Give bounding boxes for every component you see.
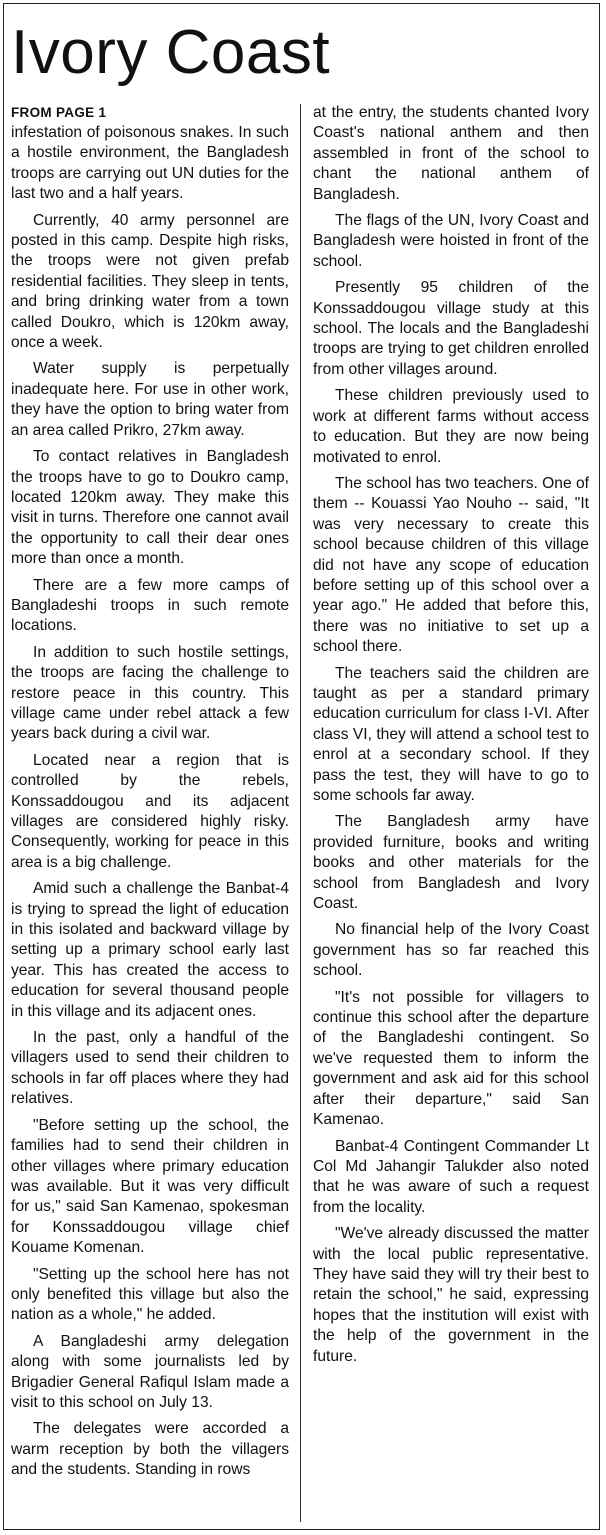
paragraph: No financial help of the Ivory Coast government has so far reached this school.: [313, 921, 589, 980]
right-column: [313, 103, 589, 1373]
paragraph: The teachers said the children are taught as per a standard primary education curriculum for class I-VI. After class VI, they will attend a school test to enrol at a secondary school. If they pass the test, they will have to go to some schools far away.: [313, 664, 589, 804]
paragraph: In addition to such hostile settings, the troops are facing the challenge to restore peace in this country. This village came under rebel attack a few years back during a civil war.: [11, 643, 289, 743]
paragraph: The Bangladesh army have provided furniture, books and writing books and other materials for the school from Bangladesh and Ivory Coast.: [313, 813, 589, 913]
paragraph: Amid such a challenge the Banbat-4 is trying to spread the light of education in this isolated and backward village by setting up a primary school early last year. This has created the access to education for several thousand people in this village and its adjacent ones.: [11, 880, 289, 1020]
paragraph: "Setting up the school here has not only benefited this village but also the nation as a whole," he added.: [11, 1265, 289, 1324]
paragraph: The school has two teachers. One of them -- Kouassi Yao Nouho -- said, "It was very necessary to create this school because children of this village did not have any scope of education before setting up of this school over a year ago." He added that before this, there was no initiative to set up a school there.: [313, 474, 589, 656]
column-divider: [300, 104, 301, 1522]
paragraph: "It's not possible for villagers to continue this school after the departure of the Bangladeshi contingent. So we've requested them to inform the government and ask aid for this school after their departure," said San Kamenao.: [313, 988, 589, 1129]
paragraph: The flags of the UN, Ivory Coast and Bangladesh were hoisted in front of the school.: [313, 212, 589, 270]
paragraph: "Before setting up the school, the families had to send their children in other villages where primary education was available. But it was very difficult for us," said San Kamenao, spokesman for Konssaddougou village chief Kouame Komenan.: [11, 1116, 289, 1257]
paragraph: To contact relatives in Bangladesh the troops have to go to Doukro camp, located 120km away. They make this visit in turns. Therefore one cannot avail the opportunity to call their dear ones more than once a month.: [11, 448, 289, 568]
paragraph: Water supply is perpetually inadequate here. For use in other work, they have the option to bring water from an area called Prikro, 27km away.: [11, 360, 289, 439]
paragraph: "We've already discussed the matter with the local public representative. They have said they will try their best to retain the school," he said, expressing hopes that the institution will exist with the help of the government in the future.: [313, 1225, 589, 1365]
paragraph: Located near a region that is controlled by the rebels, Konssaddougou and its adjacent villages are considered highly risky. Consequently, working for peace in this area is a big challenge.: [11, 751, 289, 871]
paragraph: infestation of poisonous snakes. In such a hostile environment, the Bangladesh troops are carrying out UN duties for the last two and a half years.: [11, 124, 289, 203]
paragraph: The delegates were accorded a warm reception by both the villagers and the students. Standing in rows: [11, 1420, 289, 1479]
paragraph: Banbat-4 Contingent Commander Lt Col Md Jahangir Talukder also noted that he was aware of such a request from the locality.: [313, 1137, 589, 1216]
paragraph: at the entry, the students chanted Ivory Coast's national anthem and then assembled in front of the school to chant the national anthem of Bangladesh.: [313, 104, 589, 203]
paragraph: Presently 95 children of the Konssaddougou village study at this school. The locals and the Bangladeshi troops are trying to get children enrolled from other villages around.: [313, 279, 589, 378]
paragraph: Currently, 40 army personnel are posted in this camp. Despite high risks, the troops were not given prefab residential facilities. They sleep in tents, and bring drinking water from a town called Doukro, which is 120km away, once a week.: [11, 211, 289, 352]
left-column: [11, 104, 289, 1487]
paragraph: A Bangladeshi army delegation along with some journalists led by Brigadier General Rafiqul Islam made a visit to this school on July 13.: [11, 1332, 289, 1411]
paragraph: In the past, only a handful of the villagers used to send their children to schools in far off places where they had relatives.: [11, 1029, 289, 1108]
continuation-kicker: FROM PAGE 1: [11, 105, 107, 120]
paragraph: These children previously used to work at different farms without access to education. But they are now being motivated to enrol.: [313, 387, 589, 466]
paragraph: There are a few more camps of Bangladeshi troops in such remote locations.: [11, 576, 289, 635]
headline: Ivory Coast: [11, 18, 331, 87]
